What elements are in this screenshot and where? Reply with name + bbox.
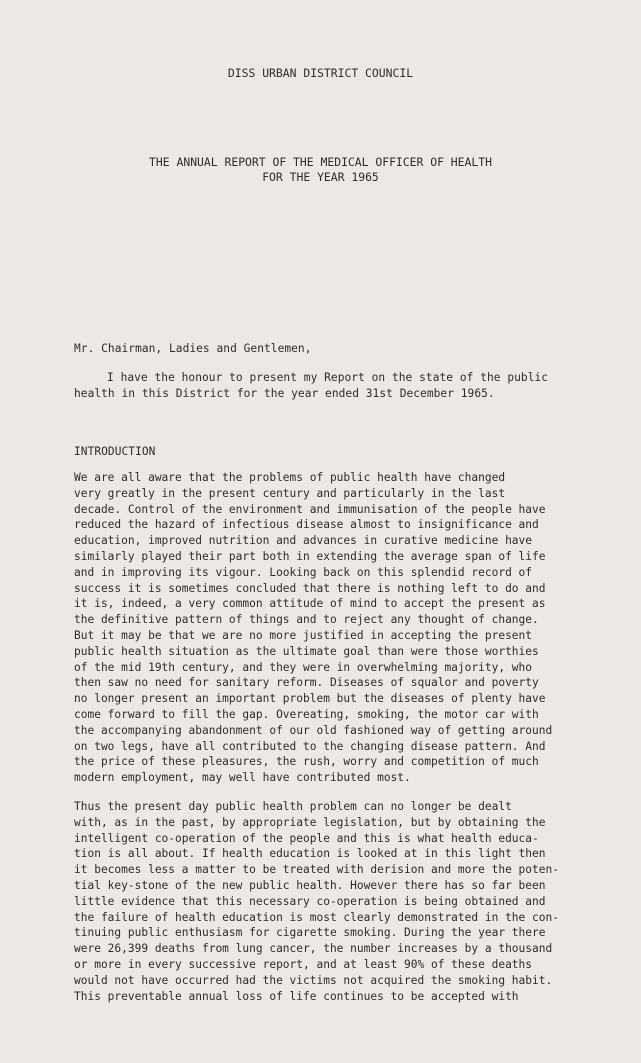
paragraph-introduction-2: Thus the present day public health problem can no longer be dealt with, as in the past, by appropriate legislation, but by obtaining the intelligent co-operation of the people and this is what health educa- tion is all about. If health education is looked at in this light then it becomes less a matter to be treated with derision and more the poten- tial key-stone of the new public health. However there has so far been little evidence that this necessary co-operation is being obtained and the failure of health education is most clearly demonstrated in the con- tinuing public enthusiasm for cigarette smoking. During the year there were 26,399 deaths from lung cancer, the number increases by a thousand or more in every successive report, and at least 90% of these deaths would not have occurred had the victims not acquired the smoking habit. This preventable annual loss of life continues to be accepted with (74, 800, 559, 1003)
report-title-line1: THE ANNUAL REPORT OF THE MEDICAL OFFICER OF HEALTH (149, 155, 492, 169)
council-title: DISS URBAN DISTRICT COUNCIL (227, 66, 414, 80)
salutation: Mr. Chairman, Ladies and Gentlemen, (74, 342, 312, 355)
paragraph-introduction-1: We are all aware that the problems of public health have changed very greatly in the present century and particularly in the last decade. Control of the environment and immunisation of the people have reduced the hazard of infectious disease almost to insignificance and education, improved nutrition and advances in curative medicine have similarly played their part both in extending the average span of life and in improving its vigour. Looking back on this splendid record of success it is sometimes concluded that there is nothing left to do and it is, indeed, a very common attitude of mind to accept the present as the definitive pattern of things and to reject any thought of change. But it may be that we are no more justified in accepting the present public health situation as the ultimate goal than were those worthies of the mid 19th century, and they were in overwhelming majority, who then saw no need for sanitary reform. Diseases of squalor and poverty no longer present an important problem but the diseases of plenty have come forward to fill the gap. Overeating, smoking, the motor car with the accompanying abandonment of our old fashioned way of getting around on two legs, have all contributed to the changing disease pattern. And the price of these pleasures, the rush, worry and competition of much modern employment, may well have contributed most. (74, 471, 553, 785)
section-heading: INTRODUCTION (74, 445, 156, 458)
opening-line1: I have the honour to present my Report on the state of the public (107, 371, 549, 384)
report-title-line2: FOR THE YEAR 1965 (262, 170, 379, 184)
opening-line2: health in this District for the year ended 31st December 1965. (74, 387, 495, 400)
